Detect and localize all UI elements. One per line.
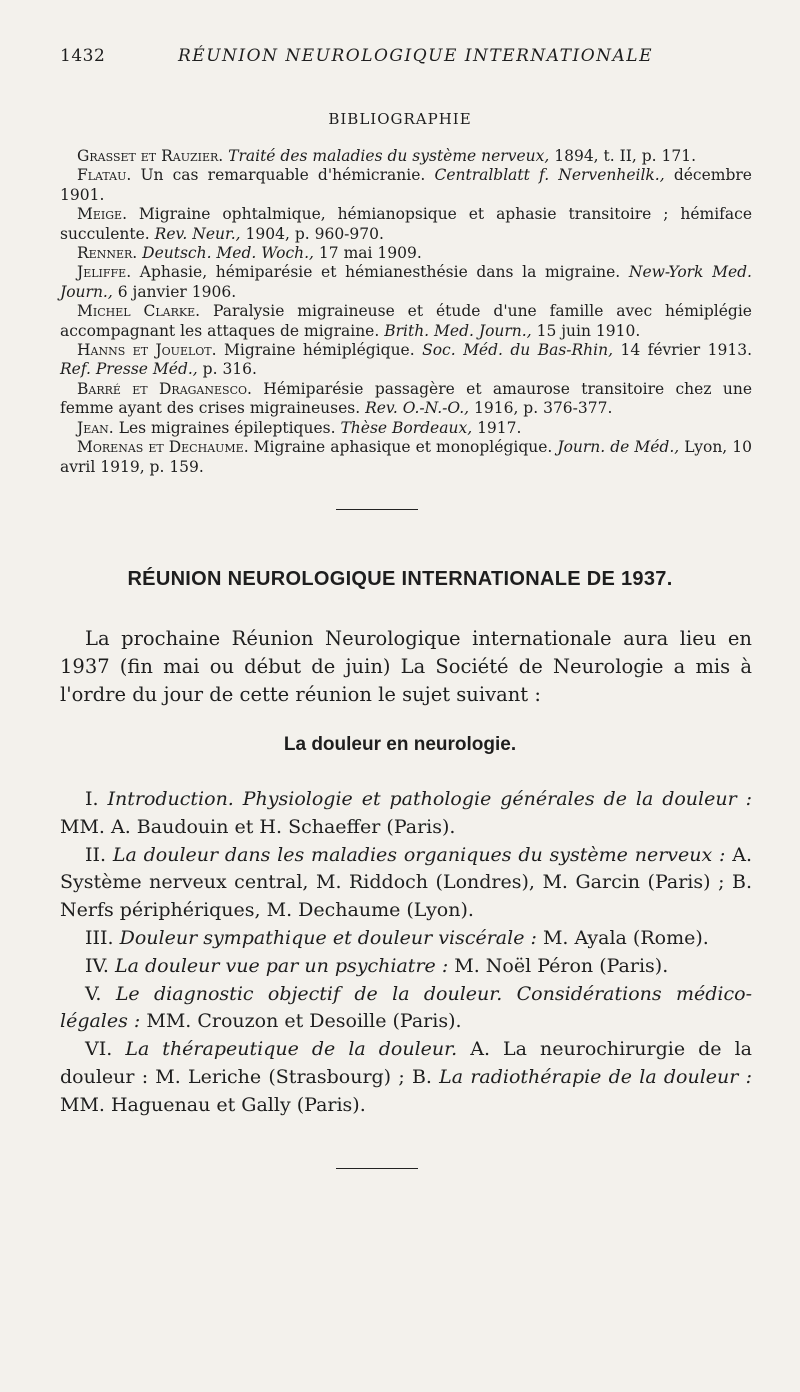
program-list: [60, 786, 752, 1120]
bib-title: Rev. O.-N.-O.,: [365, 399, 470, 418]
bib-details: 6 janvier 1906.: [117, 282, 237, 301]
bib-text: Migraine hémiplégique.: [223, 341, 415, 360]
item-title: La thérapeutique de la douleur.: [125, 1038, 458, 1061]
bib-title: Rev. Neur.,: [154, 224, 241, 243]
item-title: Le diagnostic objectif de la douleur. Considérations médico-légales :: [60, 982, 752, 1033]
item-speakers-secondary: MM. Haguenau et Gally (Paris).: [60, 1093, 366, 1116]
bib-author: Hanns et Jouelot.: [77, 341, 217, 360]
closing-divider: [336, 1168, 418, 1169]
program-item: [60, 981, 752, 1037]
item-speakers: A. La neurochirurgie de la douleur : M. Leriche (Strasbourg) ;: [60, 1038, 752, 1088]
bib-author: Jean.: [77, 418, 114, 437]
intro-paragraph: La prochaine Réunion Neurologique internationale aura lieu en 1937 (fin mai ou début de juin) La Société de Neurologie a mis à l'ordre du jour de cette réunion le sujet suivant :: [60, 627, 752, 706]
announcement-intro: [60, 625, 752, 709]
program-item: [60, 1036, 752, 1119]
bib-details-secondary: p. 316.: [202, 360, 257, 379]
program-item: [60, 953, 752, 981]
item-subtitle: La radiothérapie de la douleur :: [439, 1065, 752, 1088]
bibliography-list: [60, 147, 752, 477]
bib-author: Morenas et Dechaume.: [77, 438, 249, 457]
meeting-topic: La douleur en neurologie.: [283, 734, 517, 755]
bib-text: Un cas remarquable d'hémicranie.: [140, 166, 426, 185]
section-divider: [336, 509, 418, 510]
page-number: 1432: [60, 46, 106, 66]
bib-author: Jeliffe.: [77, 263, 132, 282]
bib-entry: [60, 302, 752, 341]
bib-entry: [60, 419, 752, 438]
bib-text: Aphasie, hémiparésie et hémianesthésie dans la migraine.: [139, 263, 621, 282]
item-speakers: M. Ayala (Rome).: [542, 926, 709, 949]
bib-details: 15 juin 1910.: [536, 321, 641, 340]
item-title: La douleur dans les maladies organiques du système nerveux :: [112, 843, 726, 866]
bib-details: 1917.: [477, 418, 522, 437]
bib-text: Paralysie migraineuse et étude d'une famille avec hémiplégie accompagnant les attaques de migraine.: [60, 302, 752, 340]
item-speakers: MM. A. Baudouin et H. Schaeffer (Paris).: [60, 815, 456, 838]
bib-author: Meige.: [77, 205, 127, 224]
bib-text: Les migraines épileptiques.: [118, 418, 336, 437]
bib-title: Journ. de Méd.,: [557, 438, 680, 457]
item-number: V.: [85, 982, 102, 1005]
bib-author: Renner.: [77, 244, 138, 263]
item-speakers: A. Système nerveux central, M. Riddoch (Londres), M. Garcin (Paris) ; B. Nerfs périphériques, M. Dechaume (Lyon).: [60, 843, 753, 922]
bib-details: Lyon, 10 avril 1919, p. 159.: [60, 438, 752, 476]
bib-entry: [60, 380, 752, 419]
bibliography-heading: BIBLIOGRAPHIE: [328, 110, 472, 128]
bib-entry: [60, 341, 752, 380]
item-speakers: M. Noël Péron (Paris).: [454, 954, 669, 977]
bib-details: 17 mai 1909.: [318, 244, 422, 263]
bib-details: 1904, p. 960-970.: [245, 224, 384, 243]
program-item: [60, 925, 752, 953]
item-speakers: MM. Crouzon et Desoille (Paris).: [146, 1010, 462, 1033]
bib-details: 1916, p. 376-377.: [474, 399, 613, 418]
item-number: IV.: [85, 954, 109, 977]
item-title: La douleur vue par un psychiatre :: [115, 954, 449, 977]
item-number: I.: [85, 788, 99, 810]
bib-author: Michel Clarke.: [77, 302, 201, 321]
bib-text: Hémiparésie passagère et amaurose transitoire chez une femme ayant des crises migraineuses.: [60, 379, 752, 418]
bib-entry: [60, 263, 752, 302]
bib-details: décembre 1901.: [60, 166, 752, 204]
item-number: II.: [85, 843, 107, 866]
running-title: RÉUNION NEUROLOGIQUE INTERNATIONALE: [178, 46, 653, 66]
bib-entry: [60, 147, 752, 166]
program-item: [60, 842, 752, 925]
item-subpart-label: B.: [411, 1065, 432, 1088]
bib-text: Migraine aphasique et monoplégique.: [253, 438, 553, 457]
bib-title: Thèse Bordeaux,: [340, 418, 473, 437]
bib-author: Flatau.: [77, 166, 132, 185]
announcement-title: RÉUNION NEUROLOGIQUE INTERNATIONALE DE 1937.: [127, 568, 673, 590]
item-title: Introduction. Physiologie et pathologie générales de la douleur :: [107, 788, 752, 810]
bib-title: Soc. Méd. du Bas-Rhin,: [422, 341, 614, 360]
bib-title-secondary: Ref. Presse Méd.,: [60, 360, 198, 379]
bib-entry: [60, 205, 752, 244]
bib-title: Traité des maladies du système nerveux,: [228, 147, 550, 165]
program-item: [60, 786, 752, 842]
bib-entry: [60, 244, 752, 263]
bib-text: Migraine ophtalmique, hémianopsique et aphasie transitoire ; hémiface succulente.: [60, 205, 752, 243]
item-title: Douleur sympathique et douleur viscérale :: [119, 926, 537, 949]
bib-title: Brith. Med. Journ.,: [384, 321, 532, 340]
bib-title: Centralblatt f. Nervenheilk.,: [434, 166, 665, 185]
bib-details: 1894, t. II, p. 171.: [554, 147, 697, 165]
bib-author: Grasset et Rauzier.: [77, 147, 224, 165]
bib-title: Deutsch. Med. Woch.,: [142, 244, 314, 263]
bib-entry: [60, 166, 752, 205]
bib-entry: [60, 438, 752, 477]
item-number: VI.: [85, 1038, 113, 1061]
item-number: III.: [85, 926, 114, 949]
bib-title: New-York Med. Journ.,: [60, 263, 752, 301]
bib-author: Barré et Draganesco.: [77, 379, 252, 398]
bib-details: 14 février 1913.: [620, 341, 752, 360]
